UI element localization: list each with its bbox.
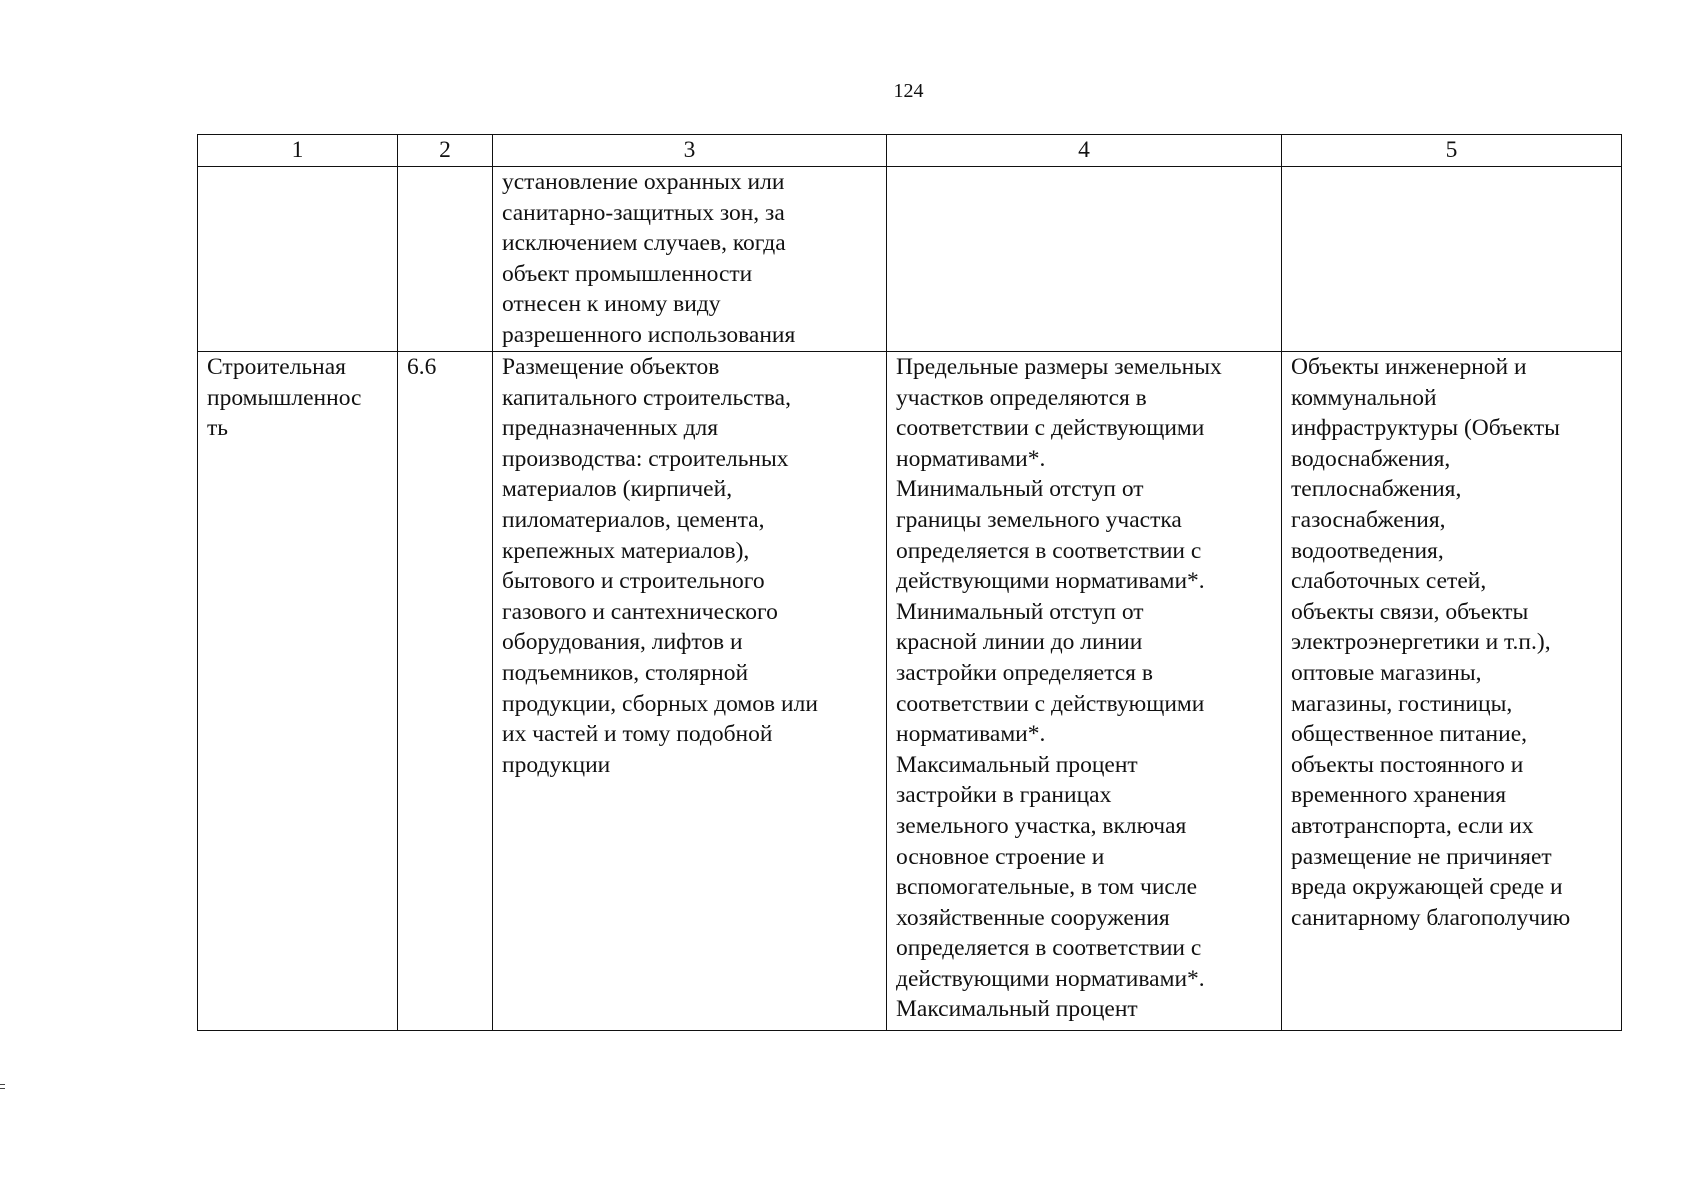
cell-auxiliary-uses — [1282, 167, 1622, 352]
cell-auxiliary-uses: Объекты инженерной и коммунальной инфраструктуры (Объекты водоснабжения, теплоснабжения, газоснабжения, водоотведения, слаботочных сетей, объекты связи, объекты электроэнергетики и т.п.), оптовые магазины, магазины, гостиницы, общественное питание, объекты постоянного и временного хранения автотранспорта, если их размещение не причиняет вреда окружающей среде и санитарному благополучию — [1282, 352, 1622, 1031]
cell-use-description: Размещение объектов капитального строительства, предназначенных для производства: строительных материалов (кирпичей, пиломатериалов, цемента, крепежных материалов), бытового и строительного газового и сантехнического оборудования, лифтов и подъемников, столярной продукции, сборных домов или их частей и тому подобной продукции — [493, 352, 887, 1031]
table-row — [198, 167, 1622, 352]
cell-use-code — [398, 167, 493, 352]
cell-parameters — [887, 167, 1282, 352]
header-col-2: 2 — [398, 135, 493, 167]
header-col-3: 3 — [493, 135, 887, 167]
cell-parameters: Предельные размеры земельных участков определяются в соответствии с действующими нормативами*. Минимальный отступ от границы земельного участка определяется в соответствии с действующими нормативами*. Минимальный отступ от красной линии до линии застройки определяется в соответствии с действующими нормативами*. Максимальный процент застройки в границах земельного участка, включая основное строение и вспомогательные, в том числе хозяйственные сооружения определяется в соответствии с действующими нормативами*. Максимальный процент — [887, 352, 1282, 1031]
table-header-row — [198, 135, 1622, 167]
header-col-5: 5 — [1282, 135, 1622, 167]
header-col-4: 4 — [887, 135, 1282, 167]
page-number: 124 — [893, 80, 924, 102]
land-use-table — [197, 134, 1622, 1031]
scan-edge-mark — [0, 1084, 5, 1089]
cell-use-name — [198, 167, 398, 352]
header-col-1: 1 — [198, 135, 398, 167]
cell-use-code: 6.6 — [398, 352, 493, 1031]
cell-use-name: Строительная промышленнос ть — [198, 352, 398, 1031]
cell-use-description: установление охранных или санитарно-защитных зон, за исключением случаев, когда объект промышленности отнесен к иному виду разрешенного использования — [493, 167, 887, 352]
table-row — [198, 352, 1622, 1031]
